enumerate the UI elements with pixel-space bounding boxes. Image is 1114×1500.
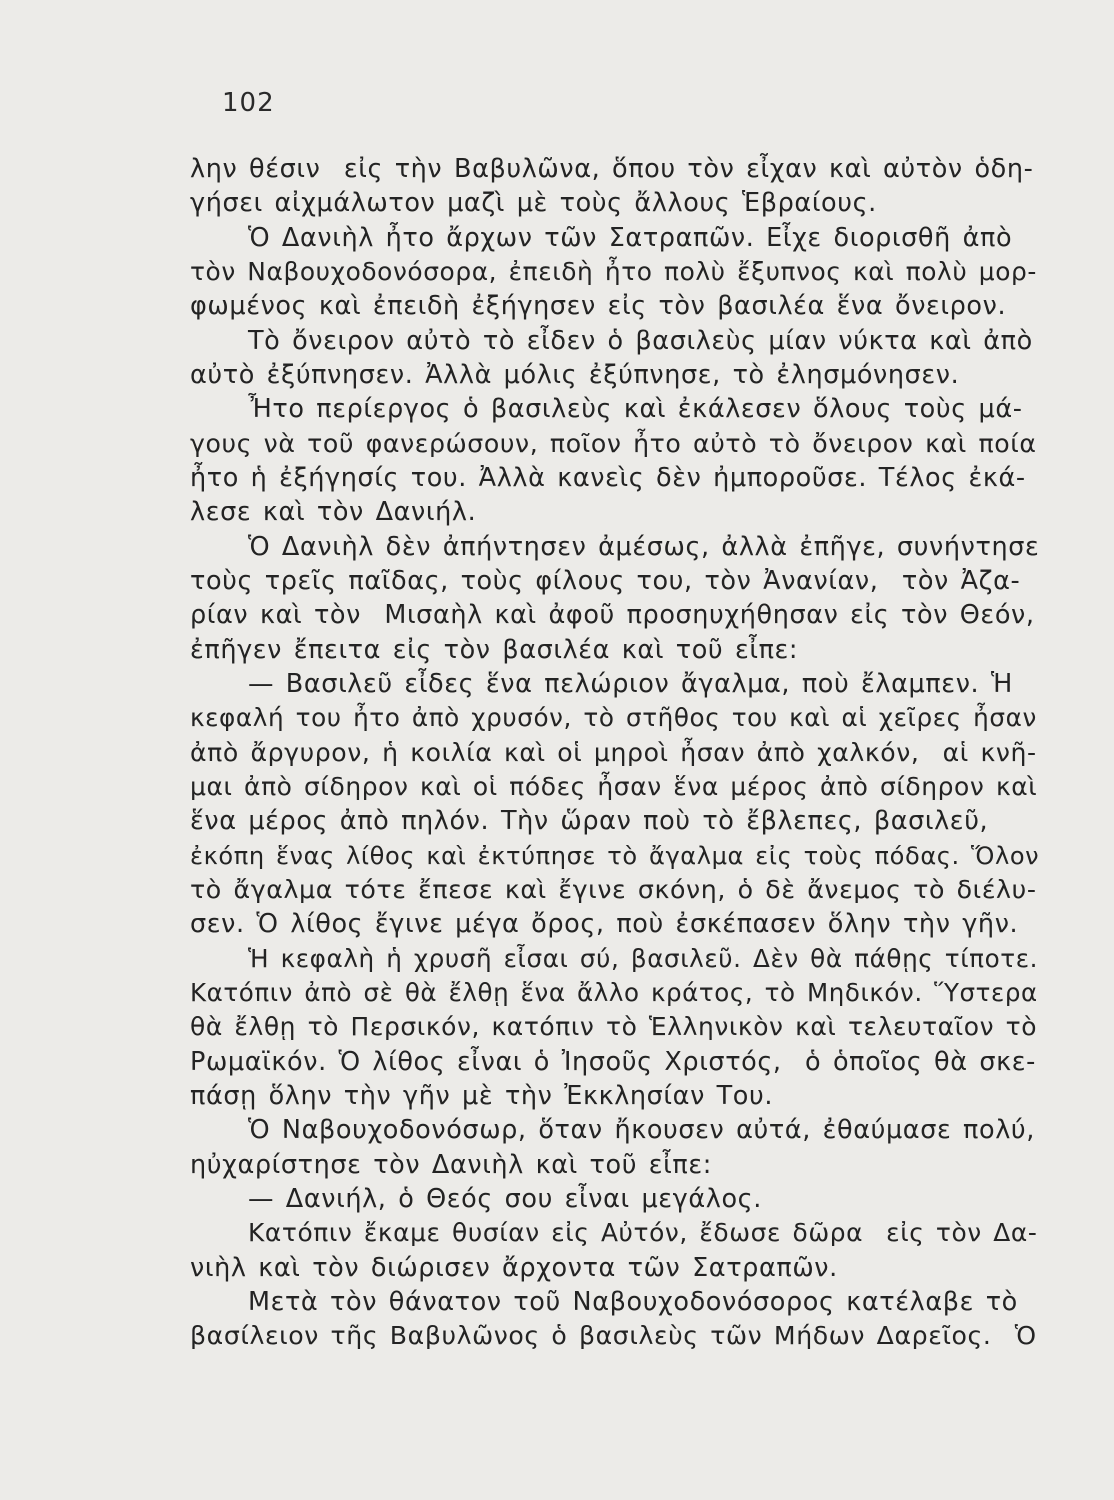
text-line: βασίλειον τῆς Βαβυλῶνος ὁ βασιλεὺς τῶν Μήδων Δαρεῖος. Ὁ (190, 1321, 1037, 1351)
text-line: ἦτο ἡ ἐξήγησίς του. Ἀλλὰ κανεὶς δὲν ἠμποροῦσε. Τέλος ἐκά- (190, 462, 1026, 493)
text-line: ηὐχαρίστησε τὸν Δανιὴλ καὶ τοῦ εἶπε: (190, 1149, 712, 1180)
text-line: λεσε καὶ τὸν Δανιήλ. (190, 497, 477, 528)
body-text (190, 152, 1040, 1353)
text-line: Ὁ Ναβουχοδονόσωρ, ὅταν ἤκουσεν αὐτά, ἐθαύμασε πολύ, (248, 1115, 1035, 1146)
text-line: τὸν Ναβουχοδονόσορα, ἐπειδὴ ἦτο πολὺ ἔξυπνος καὶ πολὺ μορ- (190, 256, 1037, 286)
text-line: ἕνα μέρος ἀπὸ πηλόν. Τὴν ὥραν ποὺ τὸ ἔβλεπες, βασιλεῦ, (190, 806, 989, 837)
text-line: γους νὰ τοῦ φανερώσουν, ποῖον ἦτο αὐτὸ τὸ ὄνειρον καὶ ποία (190, 428, 1037, 458)
page-number: 102 (222, 88, 275, 118)
text-line: φωμένος καὶ ἐπειδὴ ἐξήγησεν εἰς τὸν βασιλέα ἕνα ὄνειρον. (190, 291, 1007, 322)
text-line: ἐκόπη ἕνας λίθος καὶ ἐκτύπησε τὸ ἄγαλμα εἰς τοὺς πόδας. Ὅλον (190, 841, 1040, 870)
text-line: Ὁ Δανιὴλ δὲν ἀπήντησεν ἀμέσως, ἀλλὰ ἐπῆγε, συνήντησε (248, 531, 1040, 562)
text-line: Κατόπιν ἀπὸ σὲ θὰ ἔλθῃ ἕνα ἄλλο κράτος, τὸ Μηδικόν. Ὕστερα (190, 977, 1038, 1007)
text-line: Κατόπιν ἔκαμε θυσίαν εἰς Αὐτόν, ἔδωσε δῶρα εἰς τὸν Δα- (248, 1218, 1038, 1248)
text-line: τὸ ἄγαλμα τότε ἔπεσε καὶ ἔγινε σκόνη, ὁ δὲ ἄνεμος τὸ διέλυ- (190, 874, 1037, 904)
text-line: ρίαν καὶ τὸν Μισαὴλ καὶ ἀφοῦ προσηυχήθησαν εἰς τὸν Θεόν, (190, 600, 1035, 631)
text-line: γήσει αἰχμάλωτον μαζὶ μὲ τοὺς ἄλλους Ἑβραίους. (190, 188, 877, 219)
text-line: τοὺς τρεῖς παῖδας, τοὺς φίλους του, τὸν Ἀνανίαν, τὸν Ἀζα- (190, 565, 1021, 596)
text-line: νιὴλ καὶ τὸν διώρισεν ἄρχοντα τῶν Σατραπῶν. (190, 1252, 838, 1283)
text-line: Ρωμαϊκόν. Ὁ λίθος εἶναι ὁ Ἰησοῦς Χριστός, ὁ ὁποῖος θὰ σκε- (190, 1046, 1036, 1077)
text-line: Ἡ κεφαλὴ ἡ χρυσῆ εἶσαι σύ, βασιλεῦ. Δὲν θὰ πάθῃς τίποτε. (248, 943, 1039, 973)
text-line: μαι ἀπὸ σίδηρον καὶ οἱ πόδες ἦσαν ἕνα μέρος ἀπὸ σίδηρον καὶ (190, 771, 1038, 801)
text-line: ἐπῆγεν ἔπειτα εἰς τὸν βασιλέα καὶ τοῦ εἶπε: (190, 634, 799, 665)
text-line: ἀπὸ ἄργυρον, ἡ κοιλία καὶ οἱ μηροὶ ἦσαν ἀπὸ χαλκόν, αἱ κνῆ- (190, 737, 1037, 767)
text-line: κεφαλή του ἦτο ἀπὸ χρυσόν, τὸ στῆθος του καὶ αἱ χεῖρες ἦσαν (190, 703, 1037, 733)
text-line: — Δανιήλ, ὁ Θεός σου εἶναι μεγάλος. (248, 1183, 762, 1214)
text-line: θὰ ἔλθῃ τὸ Περσικόν, κατόπιν τὸ Ἑλληνικὸν καὶ τελευταῖον τὸ (190, 1012, 1038, 1042)
text-line: πάσῃ ὅλην τὴν γῆν μὲ τὴν Ἐκκλησίαν Του. (190, 1080, 774, 1111)
text-line: λην θέσιν εἰς τὴν Βαβυλῶνα, ὅπου τὸν εἶχαν καὶ αὐτὸν ὁδη- (190, 154, 1034, 184)
text-line: Ὁ Δανιὴλ ἦτο ἄρχων τῶν Σατραπῶν. Εἶχε διορισθῆ ἀπὸ (248, 222, 1013, 253)
text-line: — Βασιλεῦ εἶδες ἕνα πελώριον ἄγαλμα, ποὺ ἔλαμπεν. Ἡ (248, 668, 1013, 699)
text-line: Ἦτο περίεργος ὁ βασιλεὺς καὶ ἐκάλεσεν ὅλους τοὺς μά- (248, 394, 1023, 425)
text-line: Μετὰ τὸν θάνατον τοῦ Ναβουχοδονόσορος κατέλαβε τὸ (248, 1286, 1018, 1317)
text-line: Τὸ ὄνειρον αὐτὸ τὸ εἶδεν ὁ βασιλεὺς μίαν νύκτα καὶ ἀπὸ (248, 325, 1033, 356)
text-line: αὐτὸ ἐξύπνησεν. Ἀλλὰ μόλις ἐξύπνησε, τὸ ἐλησμόνησεν. (190, 359, 960, 390)
text-line: σεν. Ὁ λίθος ἔγινε μέγα ὄρος, ποὺ ἐσκέπασεν ὅλην τὴν γῆν. (190, 909, 1019, 940)
